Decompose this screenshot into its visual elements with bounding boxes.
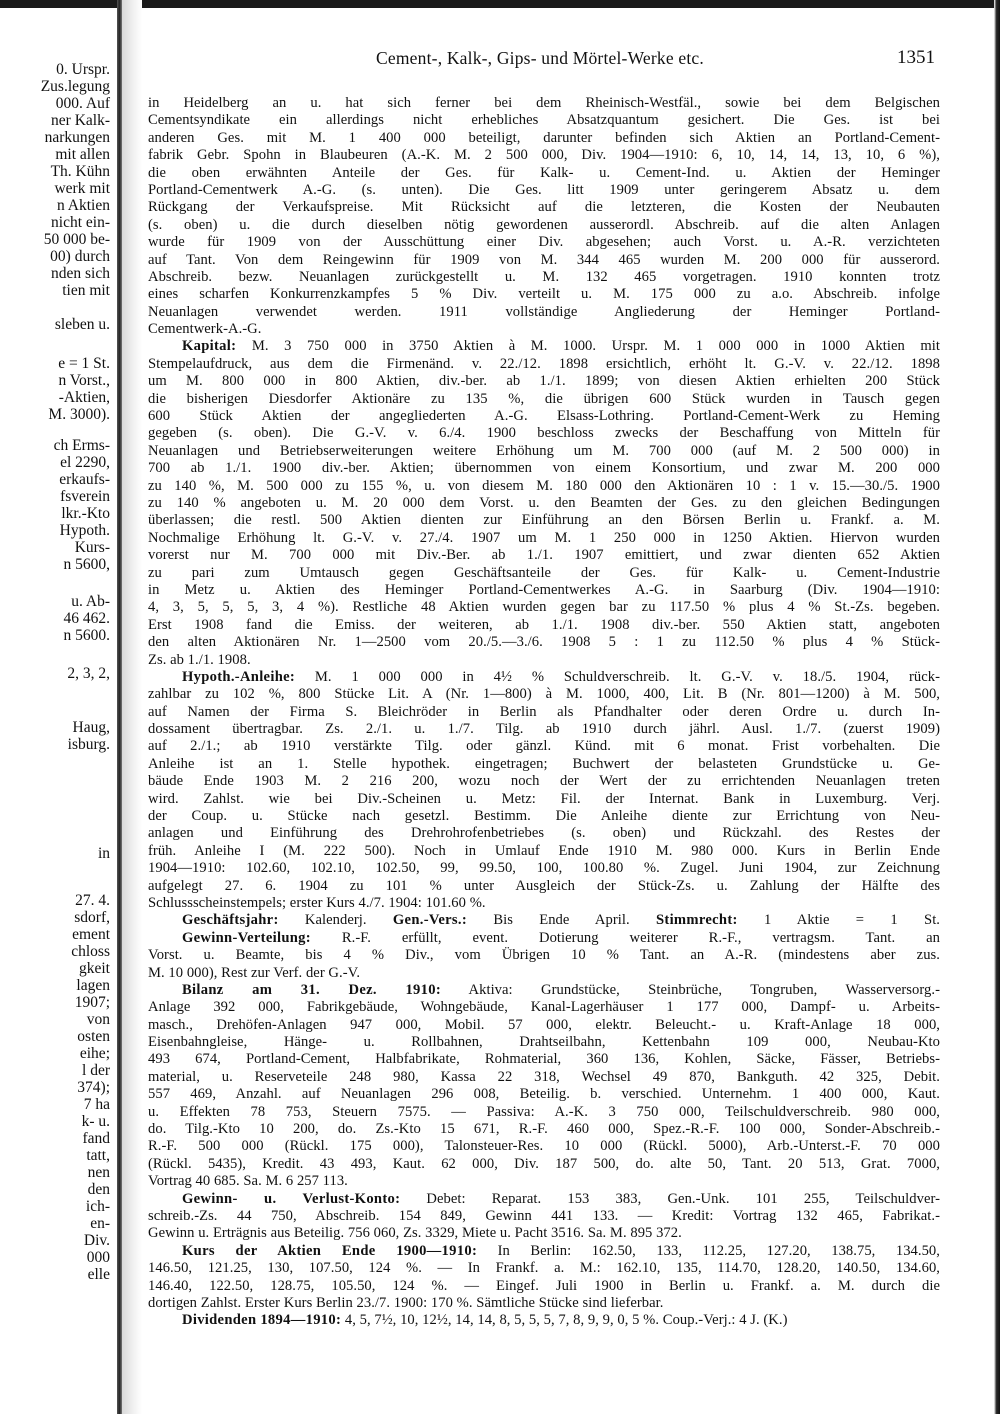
- paragraph: [148, 1191, 940, 1243]
- line-text: vorerst nur M. 700 000 mit Div.-Ber. ab 1./1. 1907 emittiert, und zwar dienten 652 Aktien: [148, 547, 940, 564]
- margin-fragment: erkaufs-: [59, 471, 110, 488]
- line-text: der Coup. u. Stücke nach gesetzl. Bestimm. Die Anleihe diente zur Errichtung von Neu-: [148, 808, 940, 825]
- paragraph: [148, 338, 940, 668]
- text-line: [148, 947, 940, 964]
- text-line: [148, 217, 940, 234]
- text-line: [148, 930, 940, 947]
- line-text: 1904—1910: 102.60, 102.10, 102.50, 99, 99.50, 100, 100.80 %. Zugel. Juni 1904, zur Zeichnung: [148, 860, 940, 877]
- line-text: zahlbar zu 102 %, 800 Stücke Lit. A (Nr. 1—800) à M. 1000, 400, Lit. B (Nr. 801—1200) à M. 500,: [148, 686, 940, 703]
- section-text: 1 Aktie = 1 St.: [737, 912, 940, 929]
- line-text: Abschreib. bezw. Neuanlagen zurückgestellt u. M. 132 465 vorgetragen. 1910 konnten trotz: [148, 268, 940, 285]
- line-text: masch., Drehöfen-Anlagen 947 000, Mobil. 57 000, elektr. Beleucht.- u. Kraft-Anlage 18 000,: [148, 1016, 940, 1033]
- text-line: [148, 304, 940, 321]
- section-heading: Bilanz am 31. Dez. 1910:: [182, 981, 441, 998]
- margin-fragment: sleben u.: [54, 316, 110, 333]
- text-line: [148, 478, 940, 495]
- paragraph: [148, 1312, 940, 1329]
- text-line: [148, 582, 940, 599]
- page-number: 1351: [897, 47, 935, 68]
- paragraph: [148, 95, 940, 338]
- running-title: Cement-, Kalk-, Gips- und Mörtel-Werke etc.: [376, 48, 704, 68]
- text-line: [148, 460, 940, 477]
- text-line: [148, 1243, 940, 1260]
- margin-fragment: werk mit: [54, 180, 110, 197]
- margin-fragment: Hypoth.: [59, 522, 110, 539]
- margin-fragment: Zus.legung: [40, 78, 110, 95]
- margin-fragment: en-: [90, 1215, 110, 1232]
- section-text: Bis Ende April.: [467, 912, 656, 929]
- line-text: eines scharfen Konkurrenzkampfes 5 % Div. verteilt u. M. 175 000 zu a.o. Abschreib. infolge: [148, 286, 940, 303]
- margin-fragment: mit allen: [55, 146, 110, 163]
- line-text: do. Tilg.-Kto 10 200, do. Zs.-Kto 15 671, R.-F. 460 000, Spez.-R.-F. 100 000, Sonder-Abschreib.-: [148, 1121, 940, 1138]
- line-text: bäude Ende 1903 M. 2 216 200, wozu noch der Wert der zu errichtenden Neuanlagen treten: [148, 773, 940, 790]
- text-line: [148, 338, 940, 355]
- line-text: auf Tant. Von dem Reingewinn für 1909 von M. 344 465 wurden M. 200 000 für ausserord.: [148, 251, 940, 268]
- margin-fragment: chloss: [71, 943, 110, 960]
- text-line: [148, 1173, 940, 1190]
- margin-fragment: n Vorst.,: [58, 372, 110, 389]
- line-text: dortigen Zahlst. Erster Kurs Berlin 23./7. 1900: 170 %. Sämtliche Stücke sind lieferbar.: [148, 1294, 664, 1311]
- section-heading: Stimmrecht:: [656, 912, 738, 929]
- text-line: [148, 825, 940, 842]
- line-text: Portland-Cementwerk A.-G. (s. unten). Die Ges. litt 1909 unter geringerem Absatz u. dem: [148, 181, 940, 198]
- page-header: [145, 48, 935, 74]
- section-heading: Kapital:: [182, 338, 237, 355]
- margin-fragment: elle: [87, 1266, 110, 1283]
- margin-fragment: M. 3000).: [48, 406, 110, 423]
- text-line: [148, 286, 940, 303]
- text-line: [148, 112, 940, 129]
- margin-fragment: tatt,: [86, 1147, 110, 1164]
- scan-edge-right: [994, 0, 1000, 1414]
- line-text: Cementwerk-A.-G.: [148, 321, 262, 338]
- margin-fragment: tien mit: [62, 282, 110, 299]
- text-line: [148, 147, 940, 164]
- line-text: früh. Anleihe I (M. 222 500). Noch in Umlauf Ende 1910 M. 980 000. Kurs in Berlin Ende: [148, 842, 940, 859]
- line-text: (s. oben) u. die durch dieselben nötig gewordenen ausserordl. Abschreib. auf die alten Anlagen: [148, 216, 940, 233]
- text-line: [148, 965, 940, 982]
- text-line: [148, 547, 940, 564]
- line-text: Schlussscheinstempels; erster Kurs 4./7. 1904: 101.60 %.: [148, 894, 486, 911]
- line-text: Anlage 392 000, Fabrikgebäude, Wohngebäude, Kanal-Lagerhäuser 1 177 000, Dampf- u. Arbeits-: [148, 999, 940, 1016]
- margin-fragment: n Aktien: [57, 197, 110, 214]
- line-text: auf Namen der Firma S. Bleichröder in Berlin als Pfandhalter oder deren Ordre u. durch In-: [148, 703, 940, 720]
- text-line: [148, 599, 940, 616]
- line-text: aufgelegt 27. 6. 1904 zu 101 % unter Ausgleich der Stück-Zs. u. Zahlung der Hälfte des: [148, 877, 940, 894]
- text-line: [148, 1191, 940, 1208]
- line-text: 146.50, 121.25, 130, 107.50, 124 %. — In Frankf. a. M.: 162.10, 135, 114.70, 128.20, 140.50, 134.60,: [148, 1260, 940, 1277]
- line-text: zu pari zum Umtausch gegen Geschäftsanteile der Ges. für Kalk- u. Cement-Industrie: [148, 564, 940, 581]
- section-heading: Gewinn- u. Verlust-Konto:: [182, 1190, 401, 1207]
- line-text: Vortrag 40 685. Sa. M. 6 257 113.: [148, 1173, 348, 1190]
- margin-fragment: e = 1 St.: [58, 355, 110, 372]
- line-text: dossament übertragbar. Zs. 2./1. u. 1./7. Tilg. ab 1910 durch jährl. Ausl. 1./7. (zuerst 1909): [148, 721, 940, 738]
- margin-fragment: 374);: [77, 1079, 110, 1096]
- line-text: Zs. ab 1./1. 1908.: [148, 651, 251, 668]
- line-text: wird. Zahlst. wie bei Div.-Scheinen u. Metz: Fil. der Internat. Bank in Luxemburg. Verj.: [148, 790, 940, 807]
- line-text: überlassen; die restl. 500 Aktien dienten zur Einführung an den Börsen Berlin u. Frankf. a. M.: [148, 512, 940, 529]
- line-text: Rückgang der Verkaufspreise. Mit Rücksicht auf die letzteren, die Kosten der Neubauten: [148, 199, 940, 216]
- section-heading: Geschäftsjahr:: [182, 912, 279, 929]
- text-line: [148, 1121, 940, 1138]
- margin-fragment: Th. Kühn: [50, 163, 110, 180]
- text-line: [148, 269, 940, 286]
- margin-fragment: fsverein: [60, 488, 110, 505]
- margin-fragment: n 5600.: [63, 627, 110, 644]
- line-text: 4, 3, 5, 5, 5, 3, 4 %). Restliche 48 Aktien wurden gegen bar zu 117.50 % plus 4 % St.-Zs. begeben.: [148, 599, 940, 616]
- line-text: Aktiva: Grundstücke, Steinbrüche, Tongruben, Wasserversorg.-: [441, 981, 940, 998]
- line-text: material, u. Reserveteile 248 980, Kassa 22 318, Wechsel 49 870, Bankguth. 42 325, Debit.: [148, 1068, 940, 1085]
- margin-fragment: n 5600,: [63, 556, 110, 573]
- margin-fragment: 0. Urspr.: [56, 62, 110, 78]
- text-line: [148, 878, 940, 895]
- line-text: anderen Ges. mit M. 1 400 000 beteiligt, darunter befinden sich Aktien an Portland-Cement-: [148, 129, 940, 146]
- text-line: [148, 356, 940, 373]
- section-heading: Dividenden 1894—1910:: [182, 1312, 342, 1329]
- paragraph: [148, 912, 940, 929]
- margin-fragment: osten: [77, 1028, 110, 1045]
- line-text: Eisenbahngleise, Hänge- u. Rollbahnen, Drahtseilbahn, Kettenbahn 109 000, Neubau-Kto: [148, 1034, 940, 1051]
- text-line: [148, 999, 940, 1016]
- text-line: [148, 1051, 940, 1068]
- text-line: [148, 791, 940, 808]
- text-line: [148, 669, 940, 686]
- line-text: Nochmalige Erhöhung lt. G.-V. v. 27./4. 1907 um M. 1 250 000 in 1250 Aktien. Hiervon wurden: [148, 529, 940, 546]
- text-line: [148, 495, 940, 512]
- margin-fragment: nicht ein-: [51, 214, 110, 231]
- text-line: [148, 912, 940, 929]
- line-text: anlagen und Einführung des Drehrohrofenbetriebes (s. oben) und Rückzahl. des Restes der: [148, 825, 940, 842]
- document-body: [148, 95, 940, 1330]
- margin-fragment: fand: [82, 1130, 110, 1147]
- margin-fragment: in: [97, 845, 110, 862]
- text-line: [148, 1017, 940, 1034]
- text-line: [148, 686, 940, 703]
- text-line: [148, 95, 940, 112]
- line-text: 493 674, Portland-Cement, Halbfabrikate, Rohmaterial, 360 136, Kohlen, Säcke, Fässer, Betriebs-: [148, 1051, 940, 1068]
- text-line: [148, 982, 940, 999]
- text-line: [148, 634, 940, 651]
- margin-fragment: ner Kalk-: [51, 112, 110, 129]
- text-line: [148, 373, 940, 390]
- line-text: Cementsyndikate ein allerdings nicht erhebliches Absatzquantum gesichert. Die Ges. ist bei: [148, 112, 940, 129]
- line-text: schreib.-Zs. 44 750, Abschreib. 154 849, Gewinn 441 133. — Kredit: Vortrag 132 465, Fabrikat.-: [148, 1208, 940, 1224]
- margin-fragment: 7 ha: [83, 1096, 110, 1113]
- line-text: gegeben (s. oben). Die G.-V. v. 6./4. 1900 beschloss zwecks der Beschaffung von Mitteln für: [148, 425, 940, 442]
- margin-fragment: isburg.: [67, 736, 110, 753]
- text-line: [148, 652, 940, 669]
- scan-edge-top: [0, 0, 1000, 8]
- margin-fragment: von: [86, 1011, 110, 1028]
- text-line: [148, 843, 940, 860]
- text-line: [148, 1138, 940, 1155]
- text-line: [148, 1208, 940, 1225]
- line-text: auf 2./1.; ab 1910 verstärkte Tilg. oder gänzl. Künd. mit 6 monat. Frist vorbehalten. Die: [148, 738, 940, 755]
- text-line: [148, 1312, 940, 1329]
- margin-fragment: narkungen: [44, 129, 110, 146]
- text-line: [148, 565, 940, 582]
- line-text: die oben erwähnten Anteile der Ges. für Kalk- u. Cement-Ind. u. Aktien der Heminger: [148, 164, 940, 181]
- margin-fragment: 46 462.: [63, 610, 110, 627]
- section-text: Kalenderj.: [278, 912, 393, 929]
- margin-fragment: u. Ab-: [71, 593, 110, 610]
- margin-fragment: nen: [87, 1164, 110, 1181]
- line-text: in Metz u. Aktien des Heminger Portland-Cementwerkes A.-G. in Saarburg (Div. 1904—1910:: [148, 581, 940, 598]
- margin-fragment: Haug,: [72, 719, 110, 736]
- line-text: die bisherigen Diesdorfer Aktionäre zu 135 %, die übrigen 600 Stück wurden in Tausch gegen: [148, 390, 940, 407]
- section-heading: Gewinn-Verteilung:: [182, 929, 311, 946]
- text-line: [148, 1156, 940, 1173]
- text-line: [148, 443, 940, 460]
- line-text: M. 10 000), Rest zur Verf. der G.-V.: [148, 964, 361, 981]
- margin-fragment: 50 000 be-: [43, 231, 110, 248]
- margin-fragment: l der: [82, 1062, 110, 1079]
- text-line: [148, 234, 940, 251]
- text-line: [148, 617, 940, 634]
- margin-fragment: 2, 3, 2,: [67, 665, 110, 682]
- line-text: 600 Stück Aktien der angegliederten A.-G. Elsass-Lothring. Portland-Cement-Werk zu Heming: [148, 408, 940, 425]
- text-line: [148, 391, 940, 408]
- line-text: um M. 800 000 in 800 Aktien, div.-ber. ab 1./1. 1899; von diesen Aktien erhielten 200 Stück: [148, 373, 940, 390]
- text-line: [148, 408, 940, 425]
- margin-fragment: nden sich: [51, 265, 110, 282]
- margin-fragment: Kurs-: [74, 539, 110, 556]
- paragraph: [148, 930, 940, 982]
- line-text: (Rückl. 5435), Kredit. 43 493, Kaut. 62 000, Div. 187 500, do. alte 50, Tant. 20 513, Grat. 7000,: [148, 1155, 940, 1172]
- text-line: [148, 1034, 940, 1051]
- text-line: [148, 1295, 940, 1312]
- page-fold-gradient: [122, 0, 142, 1414]
- line-text: u. Effekten 78 753, Steuern 7575. — Passiva: A.-K. 3 750 000, Teilschuldverschreib. 980 000,: [148, 1103, 940, 1120]
- text-line: [148, 1104, 940, 1121]
- text-line: [148, 773, 940, 790]
- margin-fragment: ich-: [85, 1198, 110, 1215]
- previous-page-margin: [0, 62, 114, 1414]
- text-line: [148, 721, 940, 738]
- margin-fragment: gkeit: [79, 960, 110, 977]
- text-line: [148, 1069, 940, 1086]
- line-text: 4, 5, 7½, 10, 12½, 14, 14, 8, 5, 5, 5, 7, 8, 9, 9, 0, 5 %. Coup.-Verj.: 4 J. (K.): [341, 1312, 788, 1329]
- margin-fragment: sdorf,: [74, 909, 110, 926]
- line-text: In Berlin: 162.50, 133, 112.25, 127.20, 138.75, 134.50,: [477, 1242, 940, 1259]
- margin-fragment: k- u.: [81, 1113, 110, 1130]
- margin-fragment: ch Erms-: [53, 437, 110, 454]
- paragraph: [148, 982, 940, 1191]
- line-text: M. 1 000 000 in 4½ % Schuldverschreib. lt. G.-V. v. 18./5. 1904, rück-: [295, 668, 940, 685]
- margin-fragment: Div.: [83, 1232, 110, 1249]
- text-line: [148, 512, 940, 529]
- line-text: Anleihe ist an 1. Stelle hypothek. eingetragen; Buchwert der belasteten Grundstücke u. Ge-: [148, 755, 940, 772]
- section-heading: Hypoth.-Anleihe:: [182, 668, 296, 685]
- text-line: [148, 1086, 940, 1103]
- text-line: [148, 530, 940, 547]
- margin-fragment: eihe;: [79, 1045, 110, 1062]
- paragraph: [148, 1243, 940, 1313]
- line-text: Neuanlagen und Betriebserweiterungen weitere Erhöhung um M. 700 000 (auf M. 2 500 000) in: [148, 442, 940, 459]
- text-line: [148, 738, 940, 755]
- margin-fragment: el 2290,: [60, 454, 110, 471]
- text-line: [148, 1225, 940, 1242]
- line-text: 557 469, Anzahl. auf Neuanlagen 296 008, Beteilig. b. verschied. Unternehm. 1 400 000, Kaut.: [148, 1086, 940, 1103]
- line-text: Stempelaufdruck, aus dem die Firmenänd. v. 22./12. 1898 ersichtlich, erhöht lt. G.-V. v. 22./12. 1898: [148, 355, 940, 372]
- line-text: R.-F. erfüllt, event. Dotierung weiterer R.-F., vertragsm. Tant. an: [310, 929, 940, 946]
- text-line: [148, 808, 940, 825]
- text-line: [148, 860, 940, 877]
- margin-fragment: 00) durch: [50, 248, 110, 265]
- margin-fragment: 000: [86, 1249, 110, 1266]
- text-line: [148, 425, 940, 442]
- margin-fragment: 27. 4.: [75, 892, 110, 909]
- line-text: Gewinn u. Erträgnis aus Beteilig. 756 060, Zs. 3329, Miete u. Pacht 3516. Sa. M. 895 372.: [148, 1225, 682, 1242]
- margin-fragment: ement: [72, 926, 110, 943]
- line-text: zu 140 % angeboten u. M. 20 000 dem Vorst. u. den Beamten der Ges. zu den gleichen Bedingungen: [148, 494, 940, 511]
- margin-fragment: 000. Auf: [55, 95, 110, 112]
- text-line: [148, 1278, 940, 1295]
- text-line: [148, 756, 940, 773]
- text-line: [148, 182, 940, 199]
- line-text: zu 140 %, M. 500 000 zu 155 %, u. von diesem M. 180 000 den Aktionären 10 : 1 v. 15.—30./5. 1900: [148, 477, 940, 494]
- text-line: [148, 1260, 940, 1277]
- text-line: [148, 321, 940, 338]
- line-text: R.-F. 500 000 (Rückl. 175 000), Talonsteuer-Res. 10 000 (Rückl. 5000), Arb.-Unterst.-F. 70 000: [148, 1138, 940, 1155]
- line-text: den alten Aktionären Nr. 1—2500 vom 20./5.—3./6. 1908 5 : 1 zu 112.50 % plus 4 % Stück-: [148, 634, 940, 651]
- margin-fragment: lagen: [76, 977, 110, 994]
- margin-fragment: den: [87, 1181, 110, 1198]
- line-text: Erst 1908 fand die Emiss. der weiteren, ab 1./1. 1908 div.-ber. 550 Aktien statt, angeboten: [148, 616, 940, 633]
- text-line: [148, 199, 940, 216]
- section-heading: Gen.-Vers.:: [392, 912, 468, 929]
- text-line: [148, 252, 940, 269]
- line-text: Neuanlagen verwendet werden. 1911 vollständige Angliederung der Heminger Portland-: [148, 303, 940, 320]
- line-text: wurde für 1909 von der Ausschüttung einer Div. abgesehen; auch Vorst. u. A.-R. verzichteten: [148, 234, 940, 251]
- line-text: in Heidelberg an u. hat sich ferner bei dem Rheinisch-Westfäl., sowie bei dem Belgischen: [148, 95, 940, 111]
- text-line: [148, 165, 940, 182]
- margin-fragment: 1907;: [74, 994, 110, 1011]
- line-text: Debet: Reparat. 153 383, Gen.-Unk. 101 255, Teilschuldver-: [400, 1190, 940, 1207]
- section-heading: Kurs der Aktien Ende 1900—1910:: [182, 1242, 478, 1259]
- paragraph: [148, 669, 940, 912]
- margin-fragment: lkr.-Kto: [61, 505, 110, 522]
- line-text: 700 ab 1./1. 1900 div.-ber. Aktien; übernommen von einem Konsortium, und zwar M. 200 000: [148, 460, 940, 477]
- margin-fragment: -Aktien,: [58, 389, 110, 406]
- text-line: [148, 130, 940, 147]
- text-line: [148, 704, 940, 721]
- line-text: M. 3 750 000 in 3750 Aktien à M. 1000. Urspr. M. 1 000 000 in 1000 Aktien mit: [236, 338, 940, 355]
- line-text: fabrik Gebr. Spohn in Blaubeuren (A.-K. M. 2 500 000, Div. 1904—1910: 6, 10, 14, 14, 13, 10, 6 %),: [148, 147, 940, 164]
- line-text: Vorst. u. Beamte, bis 4 % Div., vom Übrigen 10 % Tant. an A.-R. (mindestens aber zus.: [148, 947, 940, 964]
- text-line: [148, 895, 940, 912]
- line-text: 146.40, 122.50, 128.75, 105.50, 124 %. — Eingef. Juli 1900 in Berlin u. Frankf. a. M. durch die: [148, 1277, 940, 1294]
